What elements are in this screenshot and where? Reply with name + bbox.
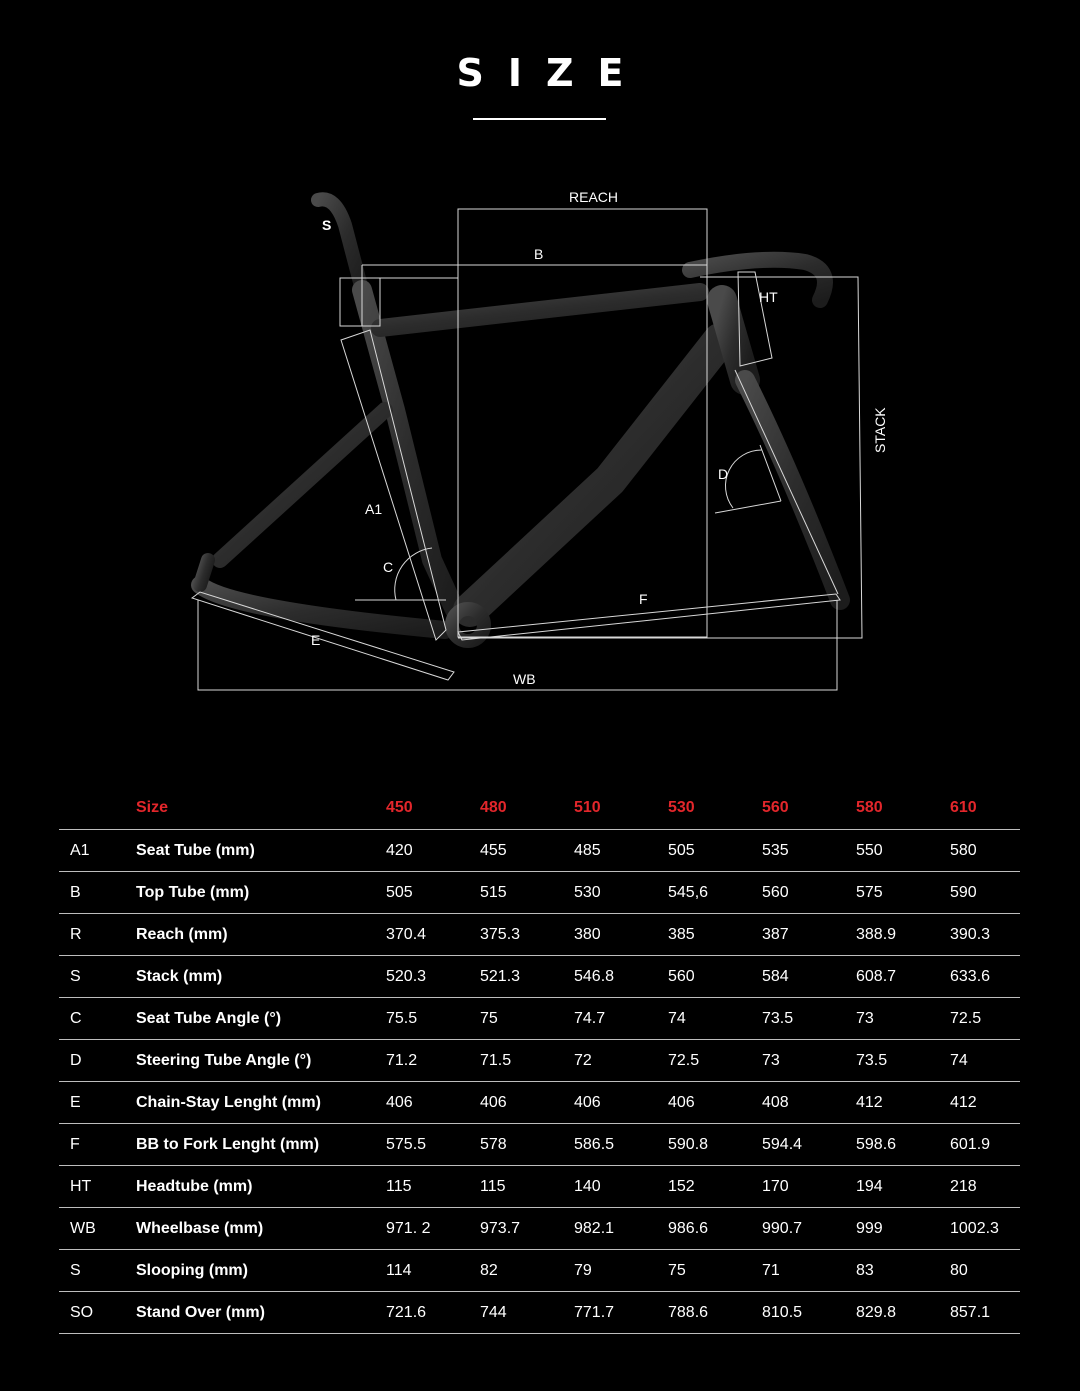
- label-reach: REACH: [569, 189, 619, 205]
- row-label: Top Tube (mm): [136, 872, 386, 914]
- row-code: E: [59, 1082, 136, 1124]
- row-value: 71.5: [480, 1040, 574, 1082]
- row-value: 744: [480, 1292, 574, 1334]
- row-value: 387: [762, 914, 856, 956]
- row-code: R: [59, 914, 136, 956]
- label-s: S: [322, 217, 332, 233]
- label-a1: A1: [365, 501, 383, 517]
- row-value: 586.5: [574, 1124, 668, 1166]
- row-value: 575: [856, 872, 950, 914]
- row-value: 505: [386, 872, 480, 914]
- row-label: Chain-Stay Lenght (mm): [136, 1082, 386, 1124]
- row-value: 75: [668, 1250, 762, 1292]
- row-code: A1: [59, 830, 136, 872]
- row-label: Slooping (mm): [136, 1250, 386, 1292]
- label-b: B: [534, 246, 544, 262]
- page-title: SIZE: [456, 51, 648, 95]
- row-value: 406: [668, 1082, 762, 1124]
- geometry-table: [59, 787, 1020, 1334]
- row-code: D: [59, 1040, 136, 1082]
- bike-frame-image: [200, 199, 840, 641]
- row-label: Wheelbase (mm): [136, 1208, 386, 1250]
- row-value: 999: [856, 1208, 950, 1250]
- row-value: 788.6: [668, 1292, 762, 1334]
- table-row: [59, 1208, 1020, 1250]
- row-value: 485: [574, 830, 668, 872]
- row-label: Reach (mm): [136, 914, 386, 956]
- row-value: 71.2: [386, 1040, 480, 1082]
- row-value: 515: [480, 872, 574, 914]
- row-value: 560: [668, 956, 762, 998]
- table-body: [59, 830, 1020, 1334]
- row-value: 82: [480, 1250, 574, 1292]
- row-value: 535: [762, 830, 856, 872]
- table-row: [59, 1250, 1020, 1292]
- label-wb: WB: [513, 671, 536, 687]
- table-row: [59, 1040, 1020, 1082]
- header-size-value: 450: [386, 787, 480, 830]
- row-value: 115: [386, 1166, 480, 1208]
- header-size: Size: [136, 787, 386, 830]
- row-value: 80: [950, 1250, 1020, 1292]
- table-row: [59, 998, 1020, 1040]
- table-row: [59, 1292, 1020, 1334]
- row-label: Stand Over (mm): [136, 1292, 386, 1334]
- row-value: 590.8: [668, 1124, 762, 1166]
- row-value: 170: [762, 1166, 856, 1208]
- row-value: 83: [856, 1250, 950, 1292]
- row-value: 385: [668, 914, 762, 956]
- row-value: 521.3: [480, 956, 574, 998]
- row-label: Seat Tube Angle (°): [136, 998, 386, 1040]
- row-value: 575.5: [386, 1124, 480, 1166]
- table-row: [59, 830, 1020, 872]
- row-value: 75.5: [386, 998, 480, 1040]
- row-label: BB to Fork Lenght (mm): [136, 1124, 386, 1166]
- label-c: C: [383, 559, 394, 575]
- row-value: 633.6: [950, 956, 1020, 998]
- row-value: 408: [762, 1082, 856, 1124]
- row-value: 601.9: [950, 1124, 1020, 1166]
- table-row: [59, 1166, 1020, 1208]
- row-value: 721.6: [386, 1292, 480, 1334]
- row-value: 990.7: [762, 1208, 856, 1250]
- row-value: 152: [668, 1166, 762, 1208]
- row-value: 560: [762, 872, 856, 914]
- row-value: 72.5: [950, 998, 1020, 1040]
- row-value: 590: [950, 872, 1020, 914]
- row-code: C: [59, 998, 136, 1040]
- label-ht: HT: [759, 289, 778, 305]
- row-value: 74: [668, 998, 762, 1040]
- row-value: 72: [574, 1040, 668, 1082]
- row-value: 375.3: [480, 914, 574, 956]
- row-label: Headtube (mm): [136, 1166, 386, 1208]
- row-value: 420: [386, 830, 480, 872]
- row-value: 412: [856, 1082, 950, 1124]
- header-size-value: 480: [480, 787, 574, 830]
- row-code: WB: [59, 1208, 136, 1250]
- row-value: 598.6: [856, 1124, 950, 1166]
- row-value: 73: [856, 998, 950, 1040]
- row-value: 550: [856, 830, 950, 872]
- row-value: 578: [480, 1124, 574, 1166]
- row-value: 370.4: [386, 914, 480, 956]
- row-value: 115: [480, 1166, 574, 1208]
- row-code: B: [59, 872, 136, 914]
- row-value: 810.5: [762, 1292, 856, 1334]
- row-value: 982.1: [574, 1208, 668, 1250]
- row-value: 546.8: [574, 956, 668, 998]
- row-value: 74: [950, 1040, 1020, 1082]
- table-header-row: [59, 787, 1020, 830]
- table-row: [59, 956, 1020, 998]
- row-code: S: [59, 1250, 136, 1292]
- row-code: SO: [59, 1292, 136, 1334]
- row-value: 73.5: [856, 1040, 950, 1082]
- row-value: 73: [762, 1040, 856, 1082]
- row-value: 72.5: [668, 1040, 762, 1082]
- row-value: 390.3: [950, 914, 1020, 956]
- row-value: 406: [480, 1082, 574, 1124]
- header-code: [59, 787, 136, 830]
- row-value: 71: [762, 1250, 856, 1292]
- row-value: 584: [762, 956, 856, 998]
- row-value: 412: [950, 1082, 1020, 1124]
- row-label: Seat Tube (mm): [136, 830, 386, 872]
- row-value: 580: [950, 830, 1020, 872]
- header-size-value: 530: [668, 787, 762, 830]
- bb-to-fork-dimension: [458, 594, 840, 640]
- row-value: 986.6: [668, 1208, 762, 1250]
- row-value: 520.3: [386, 956, 480, 998]
- label-stack: STACK: [872, 407, 888, 453]
- row-value: 74.7: [574, 998, 668, 1040]
- row-value: 594.4: [762, 1124, 856, 1166]
- label-d: D: [718, 466, 729, 482]
- row-label: Steering Tube Angle (°): [136, 1040, 386, 1082]
- table-row: [59, 1082, 1020, 1124]
- row-value: 406: [574, 1082, 668, 1124]
- row-code: F: [59, 1124, 136, 1166]
- row-value: 455: [480, 830, 574, 872]
- row-value: 973.7: [480, 1208, 574, 1250]
- row-value: 388.9: [856, 914, 950, 956]
- row-value: 406: [386, 1082, 480, 1124]
- row-value: 380: [574, 914, 668, 956]
- row-value: 608.7: [856, 956, 950, 998]
- header-size-value: 510: [574, 787, 668, 830]
- header-size-value: 560: [762, 787, 856, 830]
- row-value: 114: [386, 1250, 480, 1292]
- row-value: 829.8: [856, 1292, 950, 1334]
- row-value: 218: [950, 1166, 1020, 1208]
- row-value: 971. 2: [386, 1208, 480, 1250]
- row-code: S: [59, 956, 136, 998]
- table-row: [59, 1124, 1020, 1166]
- label-e: E: [311, 632, 321, 648]
- row-value: 75: [480, 998, 574, 1040]
- table-row: [59, 914, 1020, 956]
- row-value: 530: [574, 872, 668, 914]
- row-value: 505: [668, 830, 762, 872]
- row-value: 140: [574, 1166, 668, 1208]
- label-f: F: [639, 591, 648, 607]
- row-label: Stack (mm): [136, 956, 386, 998]
- row-value: 194: [856, 1166, 950, 1208]
- row-code: HT: [59, 1166, 136, 1208]
- head-angle-arc: [725, 450, 762, 508]
- row-value: 857.1: [950, 1292, 1020, 1334]
- row-value: 73.5: [762, 998, 856, 1040]
- row-value: 771.7: [574, 1292, 668, 1334]
- header-size-value: 580: [856, 787, 950, 830]
- row-value: 545,6: [668, 872, 762, 914]
- row-value: 1002.3: [950, 1208, 1020, 1250]
- table-row: [59, 872, 1020, 914]
- row-value: 79: [574, 1250, 668, 1292]
- header-size-value: 610: [950, 787, 1020, 830]
